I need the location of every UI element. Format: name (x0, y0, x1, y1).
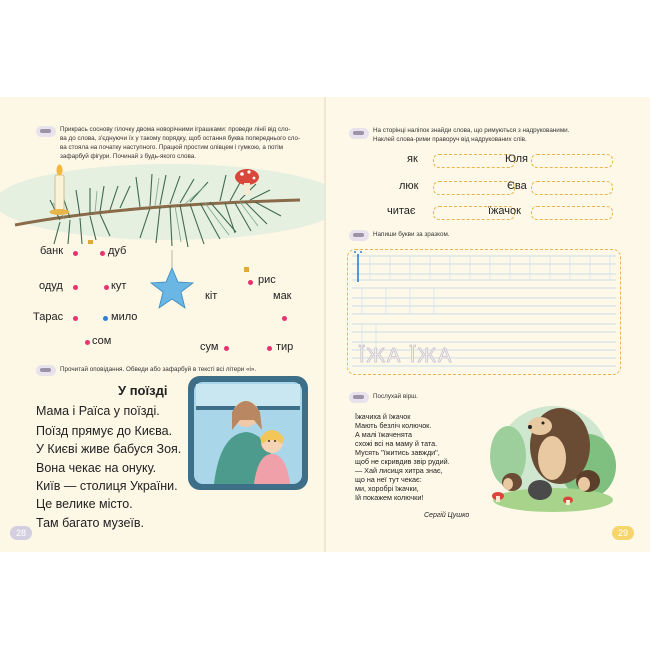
connect-dot[interactable] (85, 340, 90, 345)
connect-dot[interactable] (73, 285, 78, 290)
page-number-right: 29 (612, 526, 634, 540)
rhyme-word-liuk: люк (399, 180, 419, 192)
rhyme-word-yeva: Єва (507, 180, 527, 192)
train-window-illustration (188, 376, 308, 490)
connect-dot[interactable] (282, 316, 287, 321)
connect-dot[interactable] (103, 316, 108, 321)
word-tyr: тир (276, 341, 294, 353)
word-taras: Тарас (33, 311, 64, 323)
rhyme-word-yizhachok: їжачок (488, 205, 521, 217)
connect-dot[interactable] (224, 346, 229, 351)
connect-dot[interactable] (104, 285, 109, 290)
connect-dot[interactable] (73, 251, 78, 256)
connect-dot[interactable] (100, 251, 105, 256)
word-kut: кут (111, 280, 127, 292)
task2-instruction: Прочитай оповідання. Обведи або зафарбуй в тексті всі літери «і». (60, 366, 257, 373)
sticker-slot[interactable] (531, 154, 613, 168)
pointing-hand-icon (349, 128, 369, 139)
hedgehog-family-illustration (488, 396, 618, 514)
sticker-slot[interactable] (433, 181, 515, 195)
word-odud: одуд (39, 280, 63, 292)
sticker-slot[interactable] (531, 181, 613, 195)
task2-instruction-right: Напиши букви за зразком. (373, 231, 450, 238)
word-kit: кіт (205, 290, 218, 302)
rhyme-word-chytaie: читає (387, 205, 416, 217)
connect-dot[interactable] (267, 346, 272, 351)
story-title: У поїзді (118, 383, 168, 398)
pointing-hand-icon (36, 365, 56, 376)
word-bank: банк (40, 245, 64, 257)
sticker-slot[interactable] (531, 206, 613, 220)
task1-instruction-right: На сторінці наліпок знайди слова, що римуються з надрукованими. Наклей слова-рими праворуч від надрукованих слів. (373, 127, 570, 143)
pointing-hand-icon (349, 230, 369, 241)
page-number-left: 28 (10, 526, 32, 540)
word-mylo: мило (111, 311, 138, 323)
task3-instruction: Послухай вірш. (373, 393, 418, 400)
connect-dot[interactable] (248, 280, 253, 285)
rhyme-word-yak: як (407, 153, 418, 165)
word-som: сом (92, 335, 112, 347)
task1-instruction: Прикрась соснову гілочку двома новорічними іграшками: проведи лінії від сло- ва до слова, з'єднуючи їх у такому порядку, щоб остання буква попереднього сло- ва стояла на початку наступного. Працюй простим олівцем і гумкою, а потім зафарбуй фігури. Починай з будь-якого слова. (60, 126, 301, 160)
word-sum: сум (200, 341, 219, 353)
connect-dot[interactable] (73, 316, 78, 321)
pointing-hand-icon (36, 126, 56, 137)
word-rys: рис (258, 274, 276, 286)
sample-letters: ЇЖА ЇЖА (359, 345, 454, 367)
word-mak: мак (273, 290, 292, 302)
pointing-hand-icon (349, 392, 369, 403)
word-dub: дуб (108, 245, 127, 257)
rhyme-word-yulia: Юля (505, 153, 528, 165)
sticker-slot[interactable] (433, 154, 515, 168)
poem-author: Сергій Цушко (424, 512, 470, 519)
